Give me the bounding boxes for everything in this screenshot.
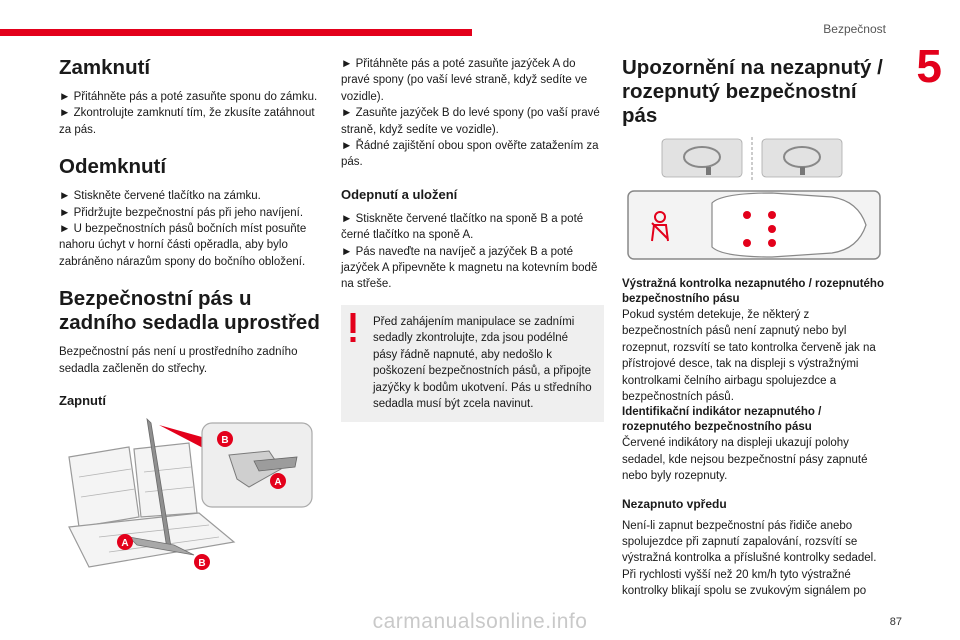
- top-accent-bar: [0, 29, 472, 36]
- column-middle: [341, 56, 604, 422]
- lock-step-2: ► Zkontrolujte zamknutí tím, že zkusíte zatáhnout za pás.: [59, 107, 315, 136]
- front-unfastened-text-1: Není-li zapnut bezpečnostní pás řidiče anebo spolujezdce při zapnutí zapalování, rozsvítí se výstražná kontrolka a příslušné kontrolky sedadel.: [622, 519, 877, 565]
- unlock-step-3: ► U bezpečnostních pásů bočních míst posuňte nahoru úchyt v horní části opěradla, aby bylo zabráněno nárazům spony do bočního obložení.: [59, 223, 307, 268]
- lock-heading: Zamknutí: [59, 56, 151, 79]
- exclamation-icon: [349, 313, 357, 343]
- unlock-step-2: ► Přidržujte bezpečnostní pás při jeho navíjení.: [59, 206, 304, 219]
- warning-lamp-heading: Výstražná kontrolka nezapnutého / rozepnutého bezpečnostního pásu: [622, 278, 884, 305]
- warning-lamp-text: Pokud systém detekuje, že některý z bezpečnostních pásů není zapnutý nebo byl rozepnut, rozsvítí se tato kontrolka červeně jak na přístrojové desce, tak na displeji s výstražnými kontrolkami čelního airbagu spolujezdce a bezpečnostních pásů.: [622, 309, 876, 404]
- lock-step-1: ► Přitáhněte pás a poté zasuňte sponu do zámku.: [59, 91, 318, 103]
- callout-label-a: A: [274, 477, 282, 489]
- unlock-step-1: ► Stiskněte červené tlačítko na zámku.: [59, 190, 261, 203]
- callout-label-b: B: [221, 435, 229, 447]
- watermark: carmanualsonline.info: [372, 610, 588, 633]
- column-left: [59, 56, 324, 577]
- fasten-heading: Zapnutí: [59, 393, 106, 409]
- indicator-text: Červené indikátory na displeji ukazují polohy sedadel, kde nejsou bezpečnostní pásy zapnuté nebo byly rozepnuty.: [622, 437, 868, 483]
- unfasten-heading: Odepnutí a uložení: [341, 186, 458, 202]
- unfasten-step-1: ► Stiskněte červené tlačítko na sponě B a poté černé tlačítko na sponě A.: [341, 212, 584, 242]
- belt-label-a: A: [121, 538, 129, 550]
- alert-heading: Upozornění na nezapnutý / rozepnutý bezpečnostní pás: [622, 56, 883, 127]
- section-label: Bezpečnost: [823, 22, 886, 36]
- rear-belt-heading: Bezpečnostní pás u zadního sedadla uprostřed: [59, 287, 320, 335]
- rear-seat-belt-illustration: [59, 417, 324, 577]
- unfasten-step-2: ► Pás naveďte na navíječ a jazýček B a poté jazýček A připevněte k magnetu na kotevním bodě na střeše.: [341, 245, 598, 291]
- warning-text: Před zahájením manipulace se zadními sedadly zkontrolujte, zda jsou podélné pásy řádně napnuté, aby nedošlo k poškození bezpečnostních pásů, a připojte jazýčky k bodům ukotvení. Pás u středního sedadla musí být zcela navinut.: [373, 315, 592, 410]
- front-unfastened-heading: Nezapnuto vpředu: [622, 496, 727, 511]
- unlock-heading: Odemknutí: [59, 155, 167, 179]
- column-right: [622, 56, 884, 612]
- front-unfastened-text-2: Při rychlosti vyšší než 20 km/h tyto výstražné kontrolky blikají spolu se zvukovým signálem po: [622, 568, 867, 598]
- rear-belt-text: Bezpečnostní pás není u prostředního zadního sedadla začleněn do střechy.: [59, 346, 298, 375]
- warning-box: [341, 305, 604, 422]
- fasten-step-3: ► Řádné zajištění obou spon ověřte zatažením za pás.: [341, 140, 599, 169]
- fasten-step-1: ► Přitáhněte pás a poté zasuňte jazýček A do pravé spony (po vaší levé straně, když sedíte ve vozidle).: [341, 58, 588, 103]
- chapter-number: 5: [916, 40, 942, 92]
- indicator-heading: Identifikační indikátor nezapnutého / rozepnutého bezpečnostního pásu: [622, 406, 822, 434]
- seatbelt-warning-display: [622, 189, 884, 263]
- fasten-step-2: ► Zasuňte jazýček B do levé spony (po vaší pravé straně, když sedíte ve vozidle).: [341, 107, 600, 136]
- belt-label-b: B: [198, 558, 206, 570]
- dashboard-steering-wheel-illustration: [622, 137, 884, 183]
- page-number: 87: [889, 616, 902, 628]
